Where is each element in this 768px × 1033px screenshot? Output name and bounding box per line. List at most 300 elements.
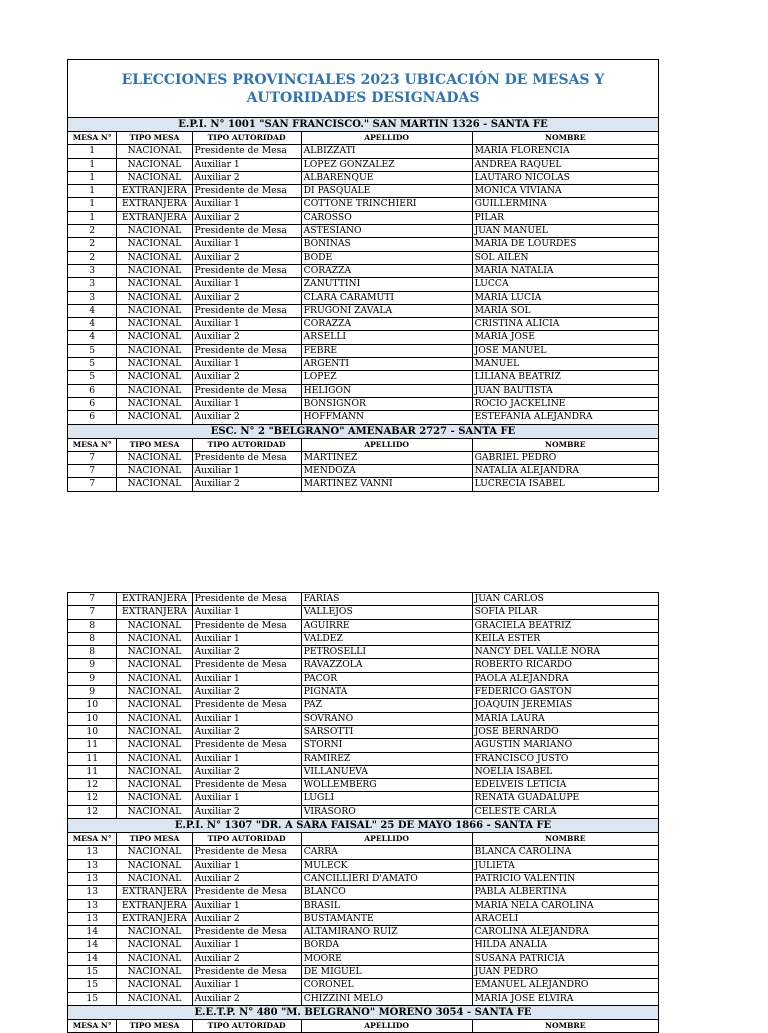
tipo-mesa-cell: NACIONAL [117, 686, 192, 699]
tipo-autoridad-cell: Presidente de Mesa [192, 304, 301, 317]
tipo-mesa-cell: NACIONAL [117, 939, 192, 952]
apellido-cell: AGUIRRE [301, 619, 472, 632]
apellido-cell: ARSELLI [301, 331, 472, 344]
nombre-cell: JUAN BAUTISTA [472, 384, 658, 397]
apellido-cell: VALDEZ [301, 632, 472, 645]
tipo-mesa-cell: NACIONAL [117, 659, 192, 672]
nombre-cell: MARIA NELA CAROLINA [472, 899, 658, 912]
tipo-mesa-cell: NACIONAL [117, 225, 192, 238]
nombre-header: NOMBRE [472, 833, 658, 846]
mesa-header: MESA N° [68, 833, 117, 846]
table-row [68, 304, 659, 317]
tipo-autoridad-cell: Auxiliar 1 [192, 318, 301, 331]
section-row [68, 424, 659, 438]
mesa-cell: 12 [68, 805, 117, 818]
mesa-cell: 3 [68, 291, 117, 304]
tipo-mesa-cell: NACIONAL [117, 712, 192, 725]
tipo-autoridad-cell: Auxiliar 1 [192, 672, 301, 685]
nombre-cell: MARIA LUCIA [472, 291, 658, 304]
tipo-autoridad-cell: Auxiliar 2 [192, 805, 301, 818]
nombre-cell: MARIA JOSE ELVIRA [472, 992, 658, 1005]
mesa-header: MESA N° [68, 132, 117, 145]
tipo-autoridad-cell: Presidente de Mesa [192, 966, 301, 979]
table-row [68, 397, 659, 410]
tipo-autoridad-cell: Presidente de Mesa [192, 185, 301, 198]
nombre-cell: PATRICIO VALENTIN [472, 872, 658, 885]
apellido-cell: WOLLEMBERG [301, 779, 472, 792]
nombre-cell: GRACIELA BEATRIZ [472, 619, 658, 632]
apellido-cell: ASTESIANO [301, 225, 472, 238]
mesa-cell: 6 [68, 411, 117, 424]
apellido-cell: HOFFMANN [301, 411, 472, 424]
apellido-cell: MARTINEZ [301, 451, 472, 464]
table-row [68, 686, 659, 699]
tipo-autoridad-cell: Auxiliar 1 [192, 358, 301, 371]
mesa-cell: 6 [68, 397, 117, 410]
apellido-cell: MULECK [301, 859, 472, 872]
table-row [68, 331, 659, 344]
mesa-cell: 13 [68, 886, 117, 899]
table-row [68, 465, 659, 478]
nombre-cell: MARIA DE LOURDES [472, 238, 658, 251]
nombre-cell: AGUSTIN MARIANO [472, 739, 658, 752]
mesa-cell: 10 [68, 712, 117, 725]
nombre-cell: GUILLERMINA [472, 198, 658, 211]
mesa-cell: 7 [68, 465, 117, 478]
nombre-cell: MARIA NATALIA [472, 264, 658, 277]
tipo-mesa-cell: NACIONAL [117, 478, 192, 491]
tipo-mesa-cell: NACIONAL [117, 739, 192, 752]
apellido-cell: LOPEZ [301, 371, 472, 384]
mesa-cell: 2 [68, 251, 117, 264]
mesa-cell: 13 [68, 859, 117, 872]
tipo-autoridad-cell: Auxiliar 2 [192, 411, 301, 424]
tipo-mesa-header: TIPO MESA [117, 833, 192, 846]
nombre-cell: JUAN MANUEL [472, 225, 658, 238]
apellido-cell: STORNI [301, 739, 472, 752]
document-title: ELECCIONES PROVINCIALES 2023 UBICACIÓN DE MESAS Y AUTORIDADES DESIGNADAS [67, 59, 659, 117]
tipo-mesa-cell: EXTRANJERA [117, 886, 192, 899]
tipo-autoridad-cell: Auxiliar 2 [192, 992, 301, 1005]
apellido-cell: BUSTAMANTE [301, 912, 472, 925]
table-row [68, 198, 659, 211]
nombre-cell: ANDREA RAQUEL [472, 158, 658, 171]
nombre-cell: CRISTINA ALICIA [472, 318, 658, 331]
table-row [68, 886, 659, 899]
apellido-cell: BONSIGNOR [301, 397, 472, 410]
mesa-cell: 1 [68, 171, 117, 184]
apellido-cell: DI PASQUALE [301, 185, 472, 198]
apellido-cell: CHIZZINI MELO [301, 992, 472, 1005]
tipo-mesa-cell: NACIONAL [117, 331, 192, 344]
mesa-cell: 11 [68, 752, 117, 765]
mesa-cell: 4 [68, 304, 117, 317]
table-row [68, 225, 659, 238]
tipo-autoridad-cell: Auxiliar 2 [192, 251, 301, 264]
tipo-mesa-header: TIPO MESA [117, 132, 192, 145]
mesa-cell: 7 [68, 451, 117, 464]
nombre-cell: MANUEL [472, 358, 658, 371]
tipo-mesa-cell: EXTRANJERA [117, 185, 192, 198]
tipo-mesa-cell: NACIONAL [117, 926, 192, 939]
tipo-mesa-cell: EXTRANJERA [117, 899, 192, 912]
tipo-autoridad-header: TIPO AUTORIDAD [192, 833, 301, 846]
nombre-cell: LAUTARO NICOLAS [472, 171, 658, 184]
mesa-cell: 9 [68, 672, 117, 685]
sheet-page-1 [67, 59, 659, 492]
tipo-autoridad-cell: Presidente de Mesa [192, 846, 301, 859]
section-title: E.P.I. N° 1307 "DR. A SARA FAISAL" 25 DE MAYO 1866 - SANTA FE [68, 819, 659, 833]
tipo-mesa-cell: EXTRANJERA [117, 211, 192, 224]
table-row [68, 171, 659, 184]
table-row [68, 358, 659, 371]
tipo-autoridad-cell: Auxiliar 2 [192, 912, 301, 925]
tipo-autoridad-cell: Auxiliar 1 [192, 899, 301, 912]
tipo-autoridad-cell: Auxiliar 2 [192, 211, 301, 224]
nombre-cell: MONICA VIVIANA [472, 185, 658, 198]
tipo-mesa-cell: NACIONAL [117, 371, 192, 384]
mesa-cell: 10 [68, 699, 117, 712]
mesa-cell: 4 [68, 318, 117, 331]
tipo-mesa-cell: NACIONAL [117, 291, 192, 304]
nombre-cell: JOAQUIN JEREMIAS [472, 699, 658, 712]
tipo-autoridad-cell: Auxiliar 1 [192, 752, 301, 765]
apellido-cell: DE MIGUEL [301, 966, 472, 979]
tipo-autoridad-header: TIPO AUTORIDAD [192, 438, 301, 451]
nombre-header: NOMBRE [472, 1019, 658, 1032]
tipo-mesa-cell: NACIONAL [117, 846, 192, 859]
tipo-mesa-cell: NACIONAL [117, 859, 192, 872]
apellido-cell: RAMIREZ [301, 752, 472, 765]
mesa-cell: 13 [68, 846, 117, 859]
apellido-cell: CAROSSO [301, 211, 472, 224]
table-row [68, 371, 659, 384]
nombre-cell: EDELVEIS LETICIA [472, 779, 658, 792]
nombre-cell: KEILA ESTER [472, 632, 658, 645]
tipo-autoridad-cell: Presidente de Mesa [192, 344, 301, 357]
table-row [68, 699, 659, 712]
sheet-page-2 [67, 592, 659, 1033]
tipo-autoridad-cell: Auxiliar 2 [192, 725, 301, 738]
table-row [68, 632, 659, 645]
apellido-header: APELLIDO [301, 833, 472, 846]
mesa-cell: 1 [68, 145, 117, 158]
tipo-autoridad-cell: Auxiliar 1 [192, 939, 301, 952]
table-row [68, 779, 659, 792]
tipo-mesa-cell: NACIONAL [117, 992, 192, 1005]
apellido-cell: LUGLI [301, 792, 472, 805]
tipo-mesa-cell: EXTRANJERA [117, 912, 192, 925]
tipo-autoridad-cell: Auxiliar 1 [192, 278, 301, 291]
mesa-cell: 1 [68, 185, 117, 198]
tipo-mesa-cell: NACIONAL [117, 171, 192, 184]
apellido-cell: FEBRE [301, 344, 472, 357]
table-row [68, 478, 659, 491]
tipo-autoridad-cell: Presidente de Mesa [192, 886, 301, 899]
apellido-cell: ALBARENQUE [301, 171, 472, 184]
tipo-autoridad-cell: Auxiliar 1 [192, 632, 301, 645]
mesa-cell: 14 [68, 939, 117, 952]
tipo-autoridad-cell: Auxiliar 1 [192, 979, 301, 992]
apellido-cell: VILLANUEVA [301, 765, 472, 778]
table-row [68, 619, 659, 632]
table-row [68, 145, 659, 158]
table-row [68, 158, 659, 171]
table-row [68, 185, 659, 198]
nombre-cell: NATALIA ALEJANDRA [472, 465, 658, 478]
mesa-cell: 15 [68, 966, 117, 979]
tipo-mesa-cell: NACIONAL [117, 145, 192, 158]
tipo-autoridad-cell: Auxiliar 1 [192, 606, 301, 619]
apellido-cell: PAZ [301, 699, 472, 712]
nombre-cell: BLANCA CAROLINA [472, 846, 658, 859]
table-row [68, 926, 659, 939]
table-row [68, 278, 659, 291]
nombre-cell: LILIANA BEATRIZ [472, 371, 658, 384]
nombre-cell: PILAR [472, 211, 658, 224]
tipo-mesa-cell: EXTRANJERA [117, 593, 192, 606]
tipo-mesa-cell: NACIONAL [117, 344, 192, 357]
nombre-cell: GABRIEL PEDRO [472, 451, 658, 464]
mesa-cell: 5 [68, 358, 117, 371]
section-row [68, 118, 659, 132]
mesa-cell: 11 [68, 739, 117, 752]
tipo-autoridad-cell: Presidente de Mesa [192, 145, 301, 158]
tipo-autoridad-cell: Auxiliar 2 [192, 171, 301, 184]
table-row [68, 939, 659, 952]
apellido-cell: CARRA [301, 846, 472, 859]
nombre-cell: NANCY DEL VALLE NORA [472, 646, 658, 659]
table-row [68, 872, 659, 885]
mesa-cell: 8 [68, 646, 117, 659]
nombre-cell: HILDA ANALIA [472, 939, 658, 952]
tipo-autoridad-cell: Presidente de Mesa [192, 659, 301, 672]
authorities-table-page-2 [67, 592, 659, 1033]
tipo-mesa-cell: EXTRANJERA [117, 198, 192, 211]
tipo-autoridad-cell: Presidente de Mesa [192, 384, 301, 397]
table-row [68, 384, 659, 397]
tipo-autoridad-cell: Auxiliar 1 [192, 397, 301, 410]
mesa-cell: 13 [68, 899, 117, 912]
section-row [68, 819, 659, 833]
apellido-cell: CORAZZA [301, 264, 472, 277]
table-row [68, 792, 659, 805]
tipo-mesa-cell: EXTRANJERA [117, 606, 192, 619]
nombre-cell: JULIETA [472, 859, 658, 872]
apellido-cell: VALLEJOS [301, 606, 472, 619]
apellido-cell: CORONEL [301, 979, 472, 992]
apellido-cell: SARSOTTI [301, 725, 472, 738]
mesa-cell: 2 [68, 238, 117, 251]
tipo-mesa-header: TIPO MESA [117, 438, 192, 451]
tipo-autoridad-cell: Auxiliar 1 [192, 465, 301, 478]
mesa-cell: 8 [68, 619, 117, 632]
tipo-autoridad-cell: Auxiliar 1 [192, 198, 301, 211]
mesa-cell: 3 [68, 278, 117, 291]
nombre-cell: JUAN CARLOS [472, 593, 658, 606]
column-header-row [68, 132, 659, 145]
tipo-autoridad-cell: Auxiliar 2 [192, 952, 301, 965]
section-title: E.E.T.P. N° 480 "M. BELGRANO" MORENO 3054 - SANTA FE [68, 1005, 659, 1019]
apellido-cell: FRUGONI ZAVALA [301, 304, 472, 317]
nombre-cell: EMANUEL ALEJANDRO [472, 979, 658, 992]
tipo-autoridad-cell: Auxiliar 2 [192, 686, 301, 699]
nombre-cell: JOSE MANUEL [472, 344, 658, 357]
table-row [68, 765, 659, 778]
apellido-cell: BONINAS [301, 238, 472, 251]
tipo-autoridad-cell: Auxiliar 1 [192, 238, 301, 251]
tipo-autoridad-cell: Auxiliar 2 [192, 371, 301, 384]
mesa-cell: 10 [68, 725, 117, 738]
tipo-mesa-cell: NACIONAL [117, 966, 192, 979]
apellido-cell: SOVRANO [301, 712, 472, 725]
table-row [68, 646, 659, 659]
apellido-cell: MARTINEZ VANNI [301, 478, 472, 491]
nombre-cell: ROCIO JACKELINE [472, 397, 658, 410]
tipo-autoridad-cell: Presidente de Mesa [192, 739, 301, 752]
column-header-row [68, 438, 659, 451]
tipo-mesa-cell: NACIONAL [117, 619, 192, 632]
tipo-mesa-header: TIPO MESA [117, 1019, 192, 1032]
nombre-cell: ROBERTO RICARDO [472, 659, 658, 672]
tipo-mesa-cell: NACIONAL [117, 451, 192, 464]
tipo-autoridad-cell: Auxiliar 2 [192, 765, 301, 778]
tipo-autoridad-cell: Presidente de Mesa [192, 699, 301, 712]
mesa-cell: 13 [68, 872, 117, 885]
tipo-mesa-cell: NACIONAL [117, 872, 192, 885]
column-header-row [68, 1019, 659, 1032]
nombre-cell: JUAN PEDRO [472, 966, 658, 979]
nombre-cell: RENATA GUADALUPE [472, 792, 658, 805]
table-row [68, 264, 659, 277]
tipo-autoridad-cell: Presidente de Mesa [192, 451, 301, 464]
nombre-cell: MARÍA SOL [472, 304, 658, 317]
tipo-autoridad-cell: Auxiliar 1 [192, 859, 301, 872]
mesa-cell: 2 [68, 225, 117, 238]
tipo-mesa-cell: NACIONAL [117, 264, 192, 277]
apellido-cell: CORAZZA [301, 318, 472, 331]
apellido-cell: LOPEZ GONZALEZ [301, 158, 472, 171]
nombre-cell: ESTEFANIA ALEJANDRA [472, 411, 658, 424]
table-row [68, 979, 659, 992]
tipo-mesa-cell: NACIONAL [117, 752, 192, 765]
apellido-cell: ALTAMIRANO RUIZ [301, 926, 472, 939]
nombre-cell: SUSANA PATRICIA [472, 952, 658, 965]
table-row [68, 992, 659, 1005]
mesa-cell: 8 [68, 632, 117, 645]
apellido-cell: PACOR [301, 672, 472, 685]
apellido-header: APELLIDO [301, 438, 472, 451]
tipo-autoridad-cell: Presidente de Mesa [192, 264, 301, 277]
mesa-cell: 15 [68, 992, 117, 1005]
mesa-cell: 14 [68, 926, 117, 939]
nombre-cell: CELESTE CARLA [472, 805, 658, 818]
nombre-cell: PAOLA ALEJANDRA [472, 672, 658, 685]
apellido-cell: ALBIZZATI [301, 145, 472, 158]
tipo-autoridad-cell: Auxiliar 2 [192, 291, 301, 304]
tipo-mesa-cell: NACIONAL [117, 632, 192, 645]
tipo-mesa-cell: NACIONAL [117, 765, 192, 778]
mesa-cell: 4 [68, 331, 117, 344]
table-row [68, 251, 659, 264]
apellido-cell: RAVAZZOLA [301, 659, 472, 672]
tipo-mesa-cell: NACIONAL [117, 384, 192, 397]
section-title: ESC. N° 2 "BELGRANO" AMENABAR 2727 - SANTA FE [68, 424, 659, 438]
table-row [68, 291, 659, 304]
table-row [68, 952, 659, 965]
mesa-cell: 12 [68, 792, 117, 805]
apellido-cell: PIGNATA [301, 686, 472, 699]
nombre-header: NOMBRE [472, 438, 658, 451]
tipo-mesa-cell: NACIONAL [117, 979, 192, 992]
tipo-autoridad-header: TIPO AUTORIDAD [192, 1019, 301, 1032]
table-row [68, 659, 659, 672]
apellido-cell: MENDOZA [301, 465, 472, 478]
mesa-cell: 5 [68, 371, 117, 384]
tipo-mesa-cell: NACIONAL [117, 304, 192, 317]
tipo-mesa-cell: NACIONAL [117, 646, 192, 659]
mesa-cell: 11 [68, 765, 117, 778]
tipo-mesa-cell: NACIONAL [117, 805, 192, 818]
table-row [68, 805, 659, 818]
apellido-cell: PETROSELLI [301, 646, 472, 659]
tipo-mesa-cell: NACIONAL [117, 792, 192, 805]
table-row [68, 899, 659, 912]
mesa-cell: 1 [68, 158, 117, 171]
tipo-mesa-cell: NACIONAL [117, 411, 192, 424]
authorities-table-page-1 [67, 117, 659, 492]
mesa-cell: 6 [68, 384, 117, 397]
nombre-cell: MARIA LAURA [472, 712, 658, 725]
mesa-header: MESA N° [68, 1019, 117, 1032]
column-header-row [68, 833, 659, 846]
tipo-autoridad-cell: Auxiliar 2 [192, 478, 301, 491]
table-row [68, 451, 659, 464]
table-row [68, 411, 659, 424]
apellido-header: APELLIDO [301, 132, 472, 145]
nombre-cell: PABLA ALBERTINA [472, 886, 658, 899]
table-row [68, 859, 659, 872]
tipo-mesa-cell: NACIONAL [117, 699, 192, 712]
tipo-autoridad-cell: Auxiliar 2 [192, 646, 301, 659]
tipo-autoridad-cell: Presidente de Mesa [192, 225, 301, 238]
apellido-cell: ZANUTTINI [301, 278, 472, 291]
tipo-mesa-cell: NACIONAL [117, 318, 192, 331]
mesa-cell: 15 [68, 979, 117, 992]
section-title: E.P.I. N° 1001 "SAN FRANCISCO." SAN MARTIN 1326 - SANTA FE [68, 118, 659, 132]
tipo-autoridad-header: TIPO AUTORIDAD [192, 132, 301, 145]
apellido-cell: COTTONE TRINCHIERI [301, 198, 472, 211]
tipo-autoridad-cell: Auxiliar 1 [192, 712, 301, 725]
tipo-mesa-cell: NACIONAL [117, 465, 192, 478]
mesa-cell: 9 [68, 659, 117, 672]
table-row [68, 606, 659, 619]
tipo-autoridad-cell: Presidente de Mesa [192, 926, 301, 939]
table-row [68, 725, 659, 738]
apellido-cell: ARGENTI [301, 358, 472, 371]
mesa-cell: 7 [68, 606, 117, 619]
nombre-cell: CAROLINA ALEJANDRA [472, 926, 658, 939]
tipo-mesa-cell: NACIONAL [117, 238, 192, 251]
nombre-cell: LUCRECIA ISABEL [472, 478, 658, 491]
apellido-cell: BORDA [301, 939, 472, 952]
table-row [68, 672, 659, 685]
table-row [68, 211, 659, 224]
apellido-cell: BODE [301, 251, 472, 264]
tipo-autoridad-cell: Auxiliar 1 [192, 792, 301, 805]
nombre-cell: SOL AILÉN [472, 251, 658, 264]
mesa-cell: 1 [68, 198, 117, 211]
